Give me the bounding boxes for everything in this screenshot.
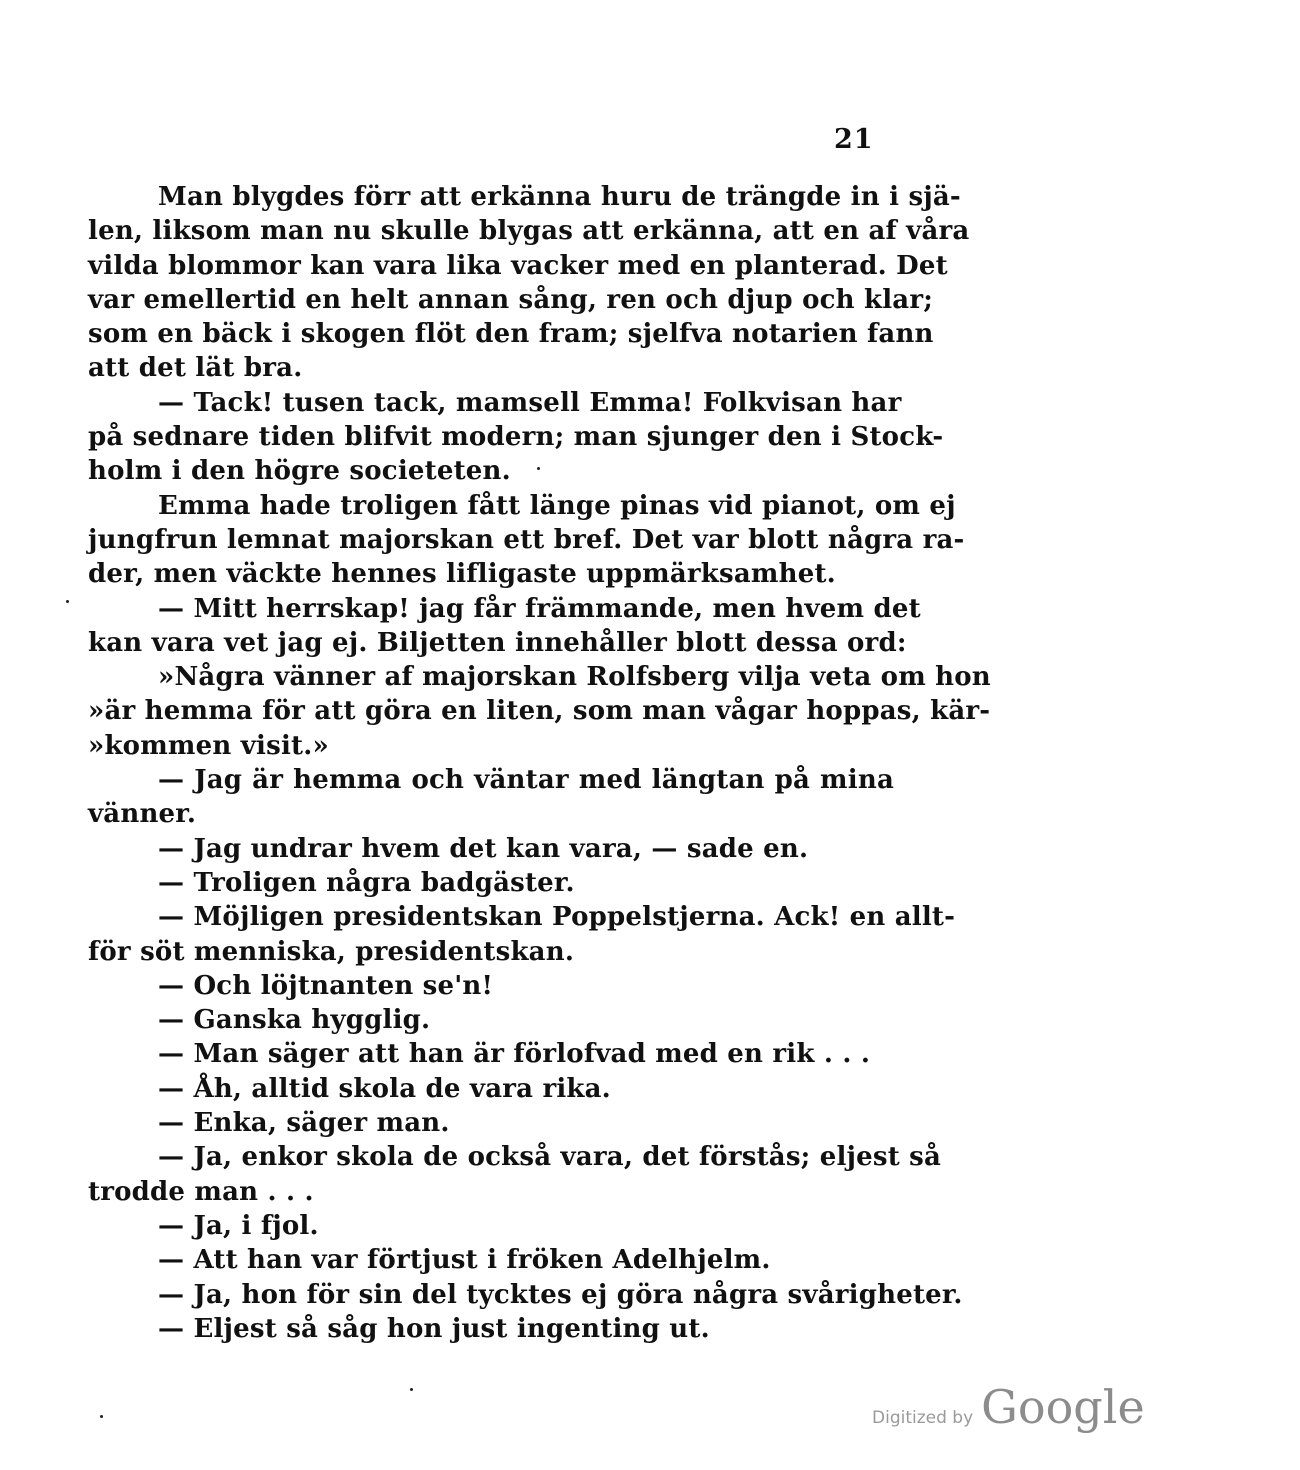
text-line: som en bäck i skogen flöt den fram; sjelfva notarien fann — [88, 319, 934, 350]
text-line: — Jag undrar hvem det kan vara, — sade en. — [158, 833, 809, 864]
text-line: — Troligen några badgäster. — [158, 867, 575, 898]
text-line: — Möjligen presidentskan Poppelstjerna. Ack! en allt- — [158, 902, 956, 933]
text-line: — Ja, hon för sin del tycktes ej göra några svårigheter. — [158, 1279, 963, 1310]
print-speck — [66, 600, 69, 603]
digitized-by-google-watermark — [872, 1380, 1145, 1434]
text-line: — Att han var förtjust i fröken Adelhjelm. — [158, 1245, 771, 1276]
text-line: »Några vänner af majorskan Rolfsberg vilja veta om hon — [158, 662, 991, 693]
text-line: var emellertid en helt annan sång, ren och djup och klar; — [88, 284, 934, 315]
text-line: — Ganska hygglig. — [158, 1005, 431, 1036]
watermark-prefix: Digitized by — [872, 1408, 974, 1428]
print-speck — [100, 1415, 103, 1418]
print-speck — [537, 467, 540, 470]
text-line: — Jag är hemma och väntar med längtan på mina — [158, 765, 894, 796]
text-line: — Tack! tusen tack, mamsell Emma! Folkvisan har — [158, 387, 902, 418]
body-text — [88, 180, 991, 1346]
text-line: »är hemma för att göra en liten, som man vågar hoppas, kär- — [88, 696, 991, 727]
text-line: kan vara vet jag ej. Biljetten innehåller blott dessa ord: — [88, 627, 907, 658]
text-line: — Ja, enkor skola de också vara, det förstås; eljest så — [158, 1142, 942, 1173]
page-number: 21 — [834, 124, 874, 155]
text-line: på sednare tiden blifvit modern; man sjunger den i Stock- — [88, 422, 944, 453]
text-line: Emma hade troligen fått länge pinas vid pianot, om ej — [158, 490, 956, 521]
text-line: — Ja, i fjol. — [158, 1210, 319, 1241]
text-line: holm i den högre societeten. — [88, 456, 511, 487]
print-speck — [410, 1388, 413, 1391]
text-line: vilda blommor kan vara lika vacker med en planterad. Det — [88, 250, 948, 281]
text-line: — Man säger att han är förlofvad med en rik . . . — [158, 1039, 871, 1070]
text-line: der, men väckte hennes lifligaste uppmärksamhet. — [88, 559, 836, 590]
text-line: trodde man . . . — [88, 1176, 314, 1207]
text-line: — Åh, alltid skola de vara rika. — [158, 1073, 611, 1104]
text-line: — Och löjtnanten se'n! — [158, 970, 494, 1001]
text-line: jungfrun lemnat majorskan ett bref. Det var blott några ra- — [88, 524, 965, 555]
text-line: vänner. — [88, 799, 197, 830]
text-line: Man blygdes förr att erkänna huru de trängde in i sjä- — [158, 182, 961, 212]
text-line: len, liksom man nu skulle blygas att erkänna, att en af våra — [88, 216, 970, 247]
text-line: »kommen visit.» — [88, 730, 329, 761]
text-line: att det lät bra. — [88, 353, 303, 384]
text-line: för söt menniska, presidentskan. — [88, 936, 575, 967]
text-line: — Mitt herrskap! jag får främmande, men hvem det — [158, 593, 921, 624]
text-line: — Enka, säger man. — [158, 1108, 450, 1139]
google-logo: Google — [981, 1380, 1145, 1434]
text-line: — Eljest så såg hon just ingenting ut. — [158, 1313, 710, 1344]
